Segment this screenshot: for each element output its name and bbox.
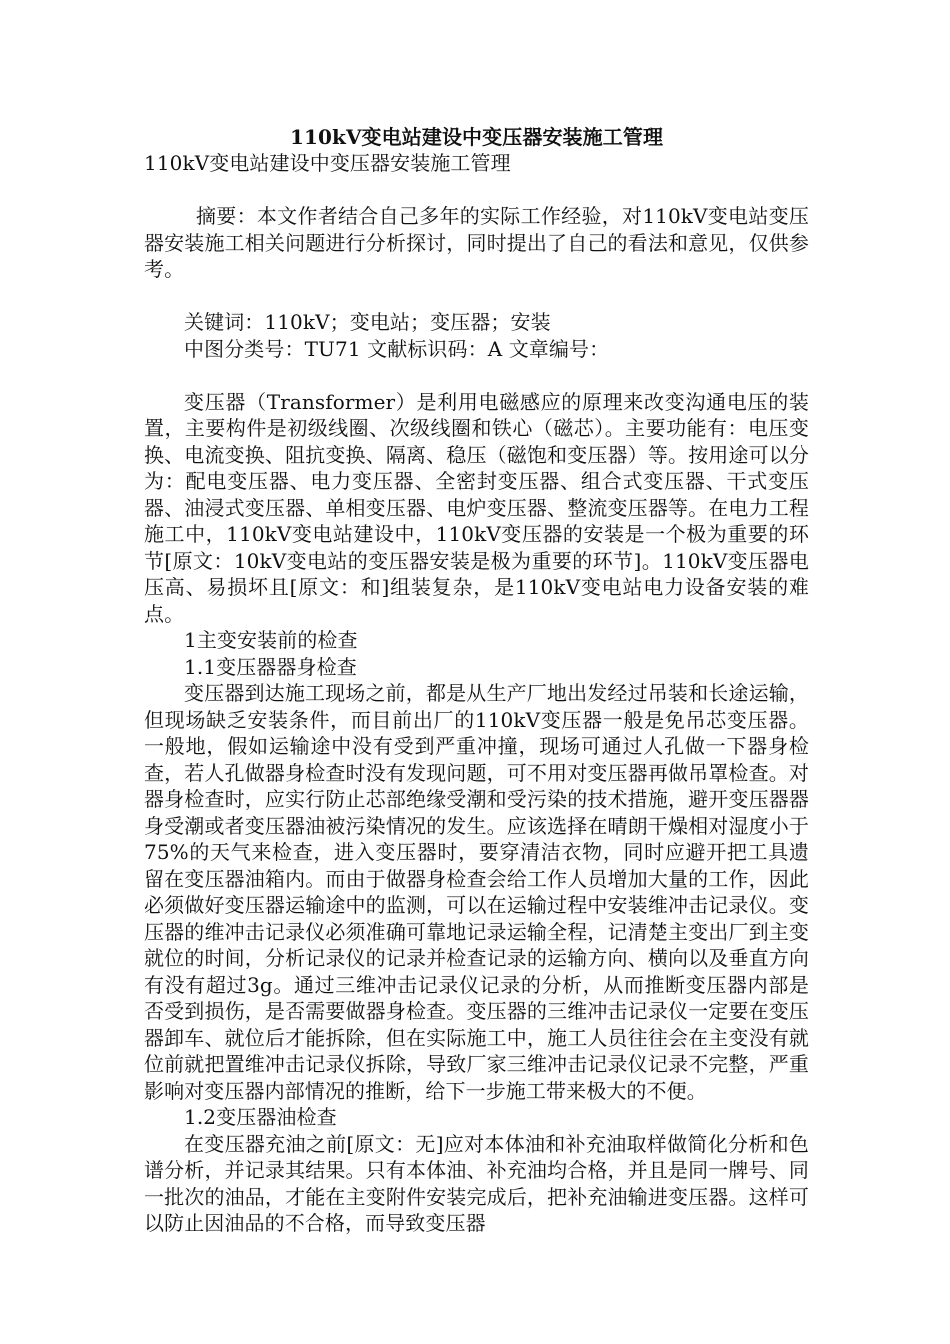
spacer xyxy=(144,283,809,310)
classification-line: 中图分类号：TU71 文献标识码：A 文章编号： xyxy=(184,336,610,361)
body-paragraph: 在变压器充油之前[原文：无]应对本体油和补充油取样做简化分析和色谱分析，并记录其结果。只有本体油、补充油均合格，并且是同一牌号、同一批次的油品，才能在主变附件安装完成后，把补充油输进变压器。这样可以防止因油品的不合格，而导致变压器 xyxy=(144,1131,809,1235)
subsection-heading: 1.2变压器油检查 xyxy=(184,1105,337,1129)
spacer xyxy=(144,362,809,389)
subsection-heading: 1.1变压器器身检查 xyxy=(184,654,357,679)
document-subtitle: 110kV变电站建设中变压器安装施工管理 xyxy=(144,151,511,175)
abstract-paragraph: 摘要：本文作者结合自己多年的实际工作经验，对110kV变电站变压器安装施工相关问题进行分析探讨，同时提出了自己的看法和意见，仅供参考。 xyxy=(144,204,809,281)
document-page xyxy=(144,124,809,1237)
keywords-line: 关键词：110kV；变电站；变压器；安装 xyxy=(184,310,551,334)
document-title: 110kV变电站建设中变压器安装施工管理 xyxy=(289,125,664,149)
section-heading: 1主变安装前的检查 xyxy=(184,628,358,652)
spacer xyxy=(144,177,809,204)
body-paragraph: 变压器到达施工现场之前，都是从生产厂地出发经过吊装和长途运输，但现场缺乏安装条件，而目前出厂的110kV变压器一般是免吊芯变压器。一般地，假如运输途中没有受到严重冲撞，现场可通过人孔做一下器身检查，若人孔做器身检查时没有发现问题，可不用对变压器再做吊罩检查。对器身检查时，应实行防止芯部绝缘受潮和受污染的技术措施，避开变压器器身受潮或者变压器油被污染情况的发生。应该选择在晴朗干燥相对湿度小于75%的天气来检查，进入变压器时，要穿清洁衣物，同时应避开把工具遗留在变压器油箱内。而由于做器身检查会给工作人员增加大量的工作，因此必须做好变压器运输途中的监测，可以在运输过程中安装维冲击记录仪。变压器的维冲击记录仪必须准确可靠地记录运输全程，记清楚主变出厂到主变就位的时间，分析记录仪的记录并检查记录的运输方向、横向以及垂直方向有没有超过3g。通过三维冲击记录仪记录的分析，从而推断变压器内部是否受到损伤，是否需要做器身检查。变压器的三维冲击记录仪一定要在变压器卸车、就位后才能拆除，但在实际施工中，施工人员往往会在主变没有就位前就把置维冲击记录仪拆除，导致厂家三维冲击记录仪记录不完整，严重影响对变压器内部情况的推断，给下一步施工带来极大的不便。 xyxy=(144,681,809,1103)
intro-paragraph: 变压器（Transformer）是利用电磁感应的原理来改变沟通电压的装置，主要构件是初级线圈、次级线圈和铁心（磁芯）。主要功能有：电压变换、电流变换、阻抗变换、隔离、稳压（磁饱和变压器）等。按用途可以分为：配电变压器、电力变压器、全密封变压器、组合式变压器、干式变压器、油浸式变压器、单相变压器、电炉变压器、整流变压器等。在电力工程施工中，110kV变电站建设中，110kV变压器的安装是一个极为重要的环节[原文：10kV变电站的变压器安装是极为重要的环节]。110kV变压器电压高、易损坏且[原文：和]组装复杂，是110kV变电站电力设备安装的难点。 xyxy=(144,389,809,626)
